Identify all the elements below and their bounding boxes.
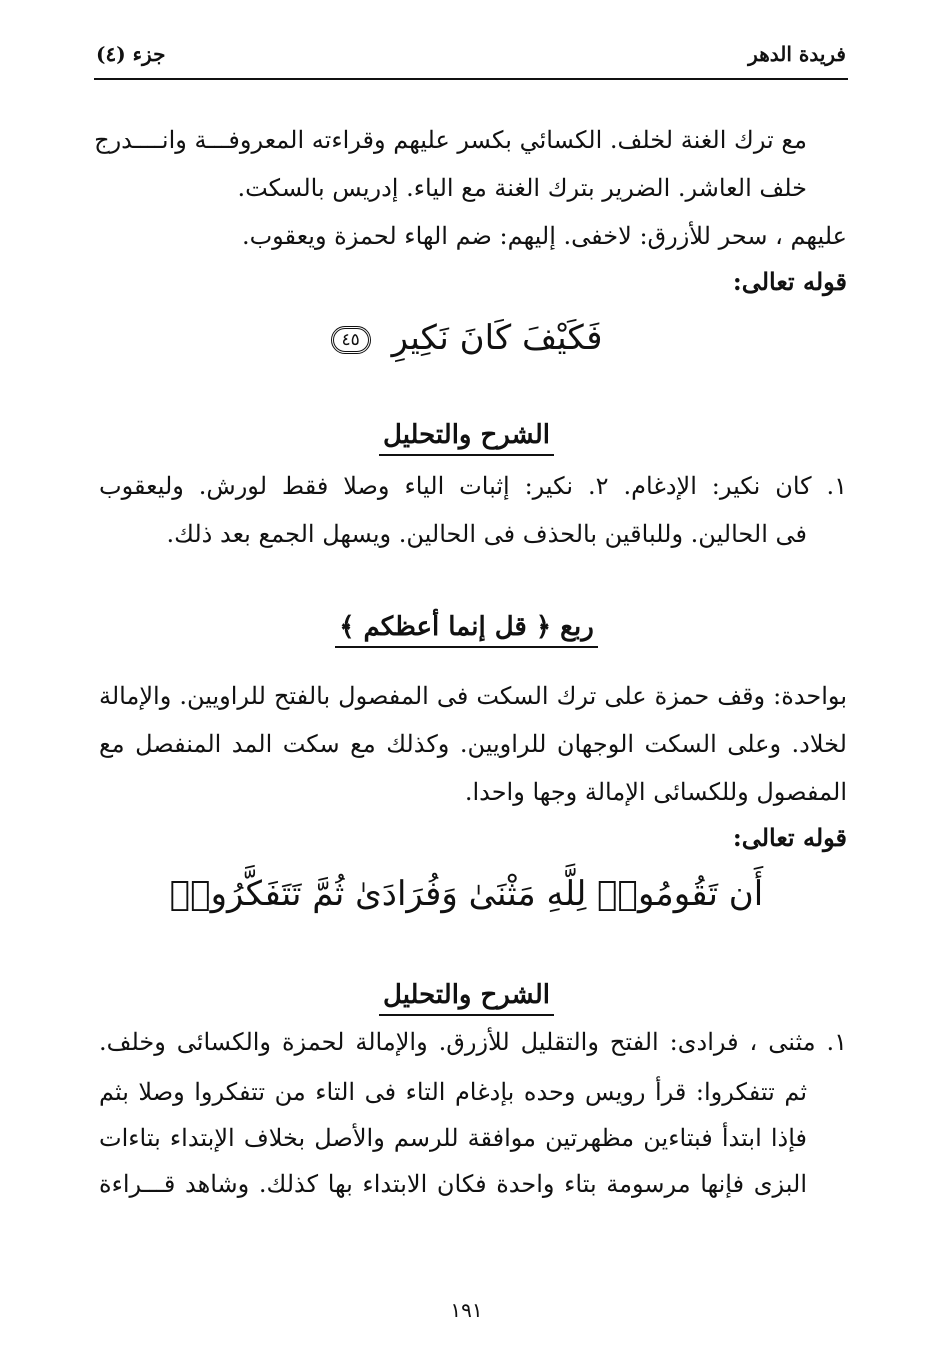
text-line: المفصول وللكسائى الإمالة وجها واحدا. [464,778,847,806]
text-line: بواحدة: وقف حمزة على ترك السكت فى المفصول بالفتح للراويين. والإمالة [99,682,847,710]
section-heading [0,980,933,1010]
verse-text: فَكَيْفَ كَانَ نَكِيرِ [391,318,603,358]
text-line: ١. مثنى ، فرادى: الفتح والتقليل للأزرق. والإمالة لحمزة والكسائى وخلف. [99,1028,847,1056]
text-line: عليهم ، سحر للأزرق: لاخفى. إليهم: ضم الهاء لحمزة ويعقوب. [241,222,847,250]
rub-heading [0,612,933,642]
book-title: فريدة الدهر [748,42,846,66]
rub-heading-text: ربع ﴿ قل إنما أعظكم ﴾ [335,612,598,648]
text-line: ١. كان نكير: الإدغام. ٢. نكير: إثبات الياء وصلا فقط لورش. وليعقوب [99,472,848,500]
running-header [96,38,846,74]
quran-verse [0,874,933,914]
section-heading [0,420,933,450]
text-line: البزى فإنها مرسومة بتاء واحدة فكان الابتداء بها كذلك. وشاهد قـــراءة [99,1170,807,1198]
text-line: ثم تتفكروا: قرأ رويس وحده بإدغام التاء فى التاء من تتفكروا وصلا بثم [99,1078,807,1106]
part-number: جزء (٤) [96,42,166,66]
ayah-number-marker: ٤٥ [331,326,371,354]
section-heading-text: الشرح والتحليل [379,420,554,456]
qawluhu-label: قوله تعالى: [732,823,847,852]
text-line: فإذا ابتدأ فبتاءين مظهرتين موافقة للرسم والأصل بخلاف الإبتداء بتاءات [99,1124,807,1152]
text-line: مع ترك الغنة لخلف. الكسائي بكسر عليهم وقراءته المعروفـــة وانــــدرج [94,126,807,154]
verse-text: أَن تَقُومُوا۟ لِلَّهِ مَثْنَىٰ وَفُرَادَىٰ ثُمَّ تَتَفَكَّرُوا۟ [169,874,764,914]
text-line: لخلاد. وعلى السكت الوجهان للراويين. وكذلك مع سكت المد المنفصل مع [99,730,847,758]
text-line: فى الحالين. وللباقين بالحذف فى الحالين. ويسهل الجمع بعد ذلك. [166,520,807,548]
qawluhu-label: قوله تعالى: [732,267,847,296]
text-line: خلف العاشر. الضرير بترك الغنة مع الياء. إدريس بالسكت. [237,174,807,202]
header-rule [94,78,848,80]
page-number: ١٩١ [450,1298,483,1322]
section-heading-text: الشرح والتحليل [379,980,554,1016]
quran-verse [0,318,933,358]
